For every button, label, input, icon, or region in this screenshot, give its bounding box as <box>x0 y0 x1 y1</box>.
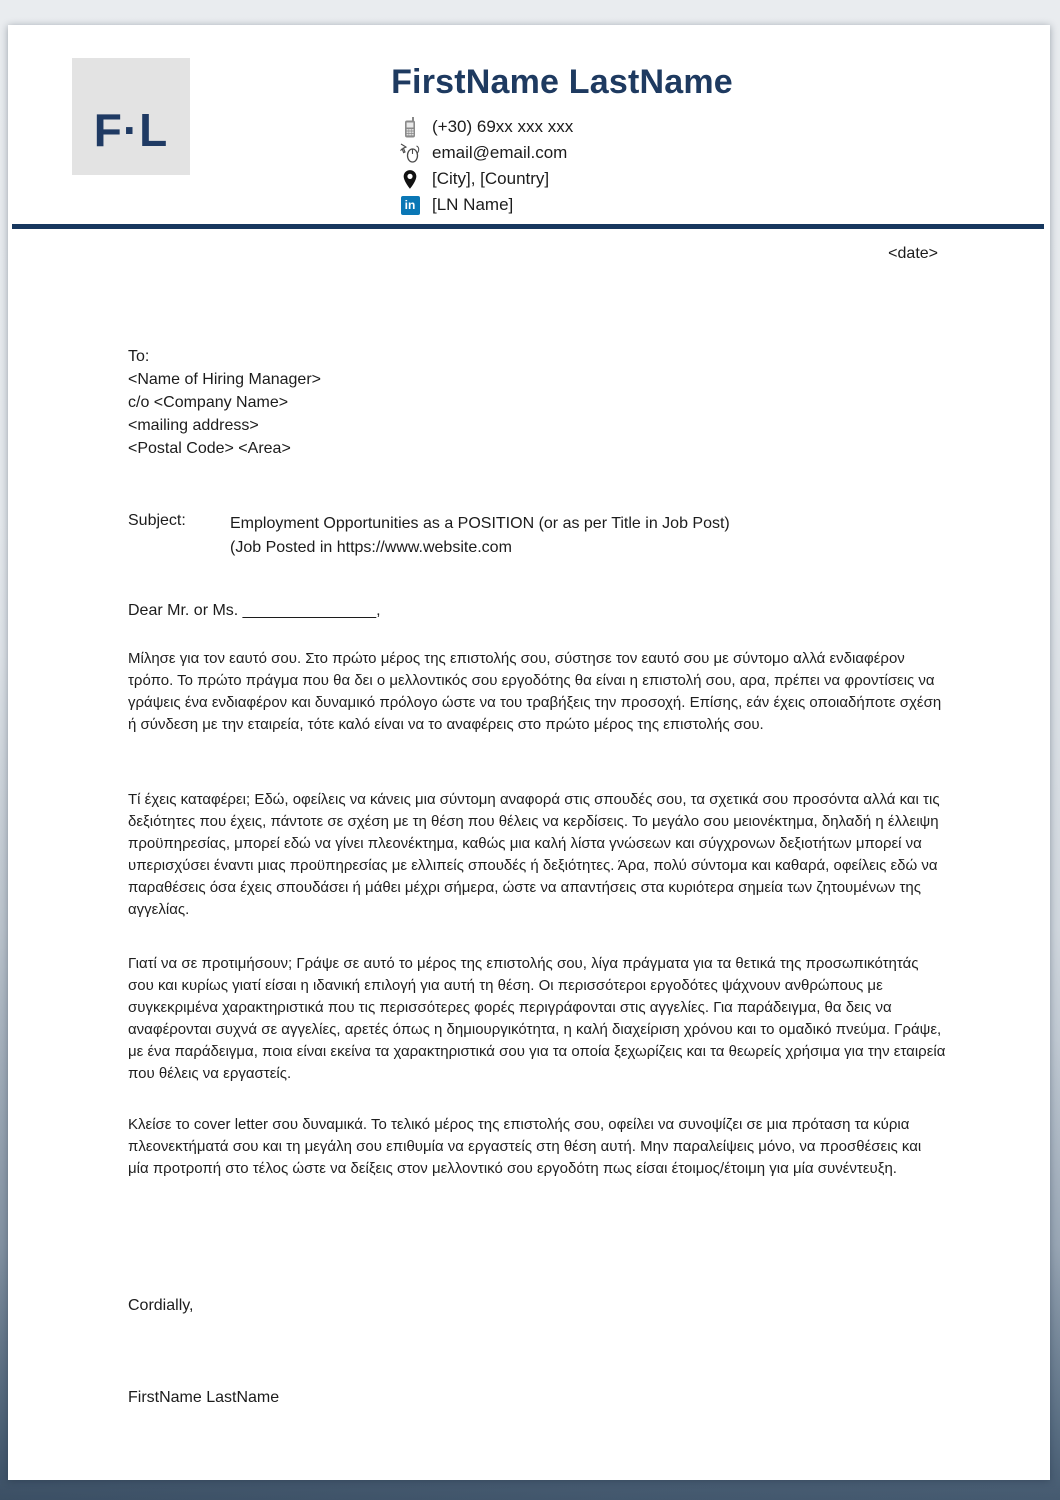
page-title: FirstName LastName <box>391 63 733 101</box>
body-paragraph-4: Κλείσε το cover letter σου δυναμικά. Το τελικό μέρος της επιστολής σου, οφείλει να συνοψίζει σε μια πρόταση τα κύρια πλεονεκτήματά σου και τη μεγάλη σου επιθυμία να εργαστείς στη θέση αυτή. Μην παραλείψεις μόνο, να προσθέσεις και μία προτροπή στο τέλος ώστε να δείξεις στον μελλοντικό σου εργοδότη πως είσαι έτοιμος/έτοιμη για μία συνέντευξη. <box>128 1116 922 1177</box>
location-text: [City], [Country] <box>432 169 550 188</box>
subject-block <box>128 512 730 560</box>
email-address: email@email.com <box>432 143 568 162</box>
recipient-line: c/o <Company Name> <box>128 394 289 411</box>
logo <box>72 58 190 175</box>
logo-text: F·L <box>93 103 169 156</box>
salutation: Dear Mr. or Ms. _______________, <box>128 602 381 619</box>
linkedin-name: [LN Name] <box>432 195 514 214</box>
recipient-line: <Postal Code> <Area> <box>128 440 291 457</box>
location-pin-icon <box>398 169 422 190</box>
recipient-line: <Name of Hiring Manager> <box>128 371 321 388</box>
linkedin-glyph: in <box>401 196 420 215</box>
header-divider-rule <box>12 224 1044 229</box>
recipient-line: To: <box>128 348 150 365</box>
contact-list <box>398 114 573 218</box>
body-paragraph-1: Μίλησε για τον εαυτό σου. Στο πρώτο μέρος της επιστολής σου, σύστησε τον εαυτό σου με σύντομο αλλά ενδιαφέρον τρόπο. Το πρώτο πράγμα που θα δει ο μελλοντικός σου εργοδότης θα είναι η επιστολή σου, αρα, πρέπει να φροντίσεις να γράψεις ένα ενδιαφέρον και δυναμικό πρόλογο ώστε να του τραβήξεις την προσοχή. Επίσης, εάν έχεις οποιαδήποτε σχέση ή σύνδεση με την εταιρεία, τότε καλό είναι να το αναφέρεις στο πρώτο μέρος της επιστολής σου. <box>128 650 942 733</box>
contact-row-linkedin <box>398 192 573 218</box>
linkedin-icon <box>398 196 422 215</box>
recipient-block <box>128 345 321 460</box>
subject-line: (Job Posted in https://www.website.com <box>230 539 512 556</box>
mouse-icon <box>398 143 422 163</box>
phone-number: (+30) 69xx xxx xxx <box>432 117 574 136</box>
subject-label: Subject: <box>128 512 186 529</box>
date-placeholder: <date> <box>888 245 938 262</box>
contact-row-location <box>398 166 573 192</box>
body-paragraph-3: Γιατί να σε προτιμήσουν; Γράψε σε αυτό το μέρος της επιστολής σου, λίγα πράγματα για τα θετικά της προσωπικότητάς σου και κυρίως γιατί είσαι η ιδανική επιλογή για αυτή τη θέση. Οι περισσότεροι εργοδότες ψάχνουν ανθρώπους με συγκεκριμένα χαρακτηριστικά που τις περισσότερες φορές περιγράφονται στις αγγελίες. Για παράδειγμα, θα δεις να αναφέρονται συχνά σε αγγελίες, αρετές όπως η δημιουργικότητα, η καλή διαχείριση χρόνου και το ομαδικό πνεύμα. Γράψε, με ένα παράδειγμα, ποια είναι εκείνα τα χαρακτηριστικά σου για τα οποία ξεχωρίζεις και τα θεωρείς χρήσιμα για την εταιρεία που θέλεις να εργαστείς. <box>128 955 946 1082</box>
contact-row-email <box>398 140 573 166</box>
subject-content <box>230 512 730 560</box>
subject-line: Employment Opportunities as a POSITION (or as per Title in Job Post) <box>230 515 730 532</box>
closing-line: Cordially, <box>128 1297 194 1314</box>
body-paragraph-2: Τί έχεις καταφέρει; Εδώ, οφείλεις να κάνεις μια σύντομη αναφορά στις σπουδές σου, τα σχετικά σου προσόντα αλλά και τις δεξιότητες που έχεις, πάντοτε σε σχέση με τη θέση που θέλεις να κερδίσεις. Το μεγάλο σου μειονέκτημα, δηλαδή η έλλειψη προϋπηρεσίας, μπορεί εδώ να γίνει πλεονέκτημα, καθώς μια καλή λίστα γνώσεων και σύγχρονων δεξιοτήτων μπορεί να υπερισχύσει έναντι μιας προϋπηρεσίας με ελλιπείς σπουδές ή δεξιότητες. Άρα, πολύ σύντομα και καθαρά, οφείλεις εδώ να παραθέσεις όσα έχεις σπουδάσει ή μάθει μέχρι σήμερα, ώστε να απαντήσεις στα κυριότερα σημεία των ζητουμένων της αγγελίας. <box>128 791 940 918</box>
letter-page <box>8 25 1050 1480</box>
contact-row-phone <box>398 114 573 140</box>
signature-name: FirstName LastName <box>128 1389 280 1406</box>
phone-icon <box>398 117 422 138</box>
recipient-line: <mailing address> <box>128 417 259 434</box>
